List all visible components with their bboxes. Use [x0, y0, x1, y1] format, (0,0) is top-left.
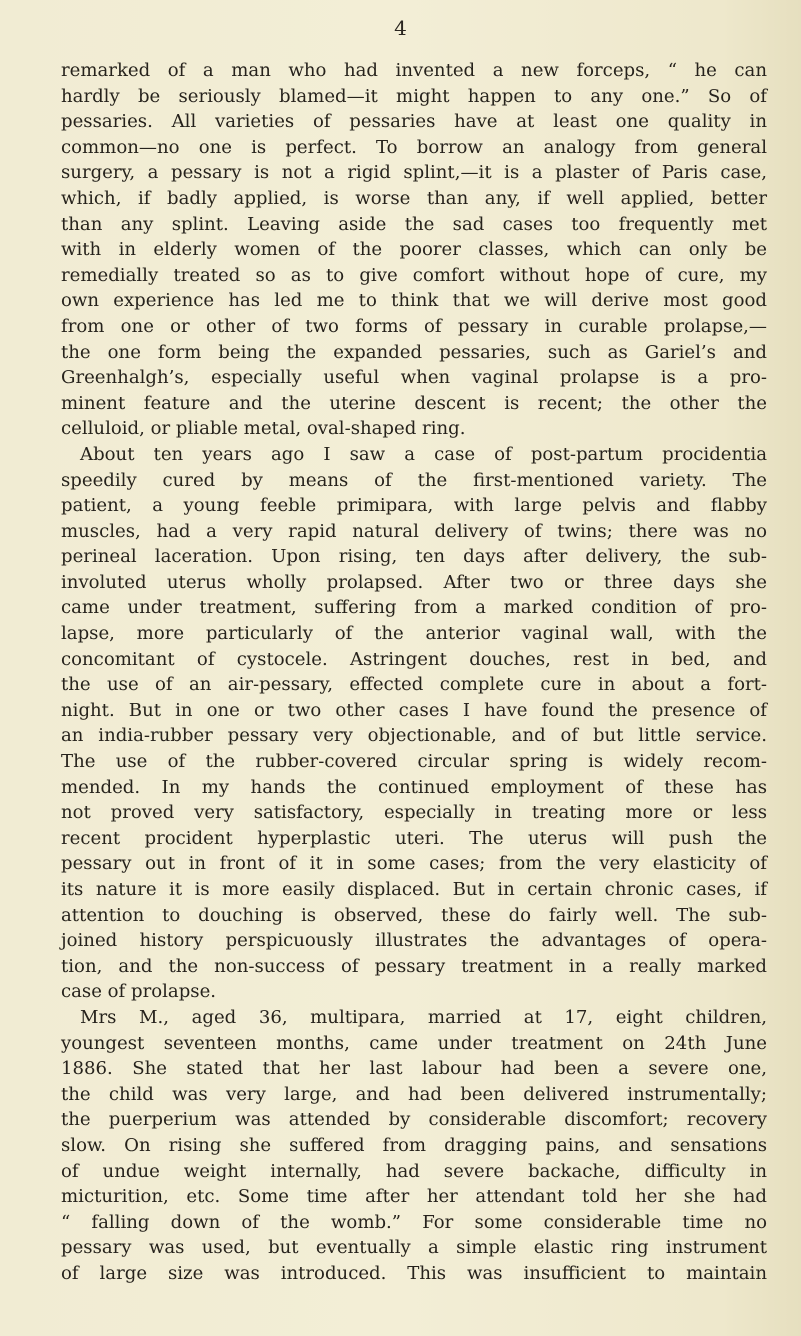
text-line: lapse, more particularly of the anterior vaginal wall, with the	[61, 623, 767, 645]
text-line: the one form being the expanded pessaries, such as Gariel’s and	[61, 341, 767, 363]
text-line: an india-rubber pessary very objectionable, and of but little service.	[61, 725, 767, 747]
text-line: speedily cured by means of the first-mentioned variety. The	[61, 469, 767, 491]
text-line: micturition, etc. Some time after her attendant told her she had	[61, 1186, 767, 1208]
text-line: case of prolapse.	[61, 981, 217, 1003]
text-line: involuted uterus wholly prolapsed. After two or three days she	[61, 571, 767, 593]
text-line: pessary out in front of it in some cases; from the very elasticity of	[61, 853, 767, 875]
text-line: hardly be seriously blamed—it might happen to any one.” So of	[61, 85, 767, 107]
text-line: celluloid, or pliable metal, oval-shaped ring.	[61, 418, 466, 440]
body-text	[61, 58, 767, 1287]
text-line: Mrs M., aged 36, multipara, married at 17, eight children,	[80, 1006, 767, 1028]
text-line: surgery, a pessary is not a rigid splint,—it is a plaster of Paris case,	[61, 162, 767, 184]
text-line: Greenhalgh’s, especially useful when vaginal prolapse is a pro-	[61, 367, 767, 389]
text-line: remarked of a man who had invented a new forceps, “ he can	[61, 60, 767, 81]
text-line: which, if badly applied, is worse than any, if well applied, better	[61, 187, 767, 209]
paragraph	[61, 1005, 767, 1287]
text-line: “ falling down of the womb.” For some considerable time no	[61, 1211, 767, 1233]
text-line: than any splint. Leaving aside the sad cases too frequently met	[61, 213, 767, 235]
paragraph	[61, 58, 767, 442]
text-line: from one or other of two forms of pessary in curable prolapse,—	[61, 315, 767, 337]
text-line: own experience has led me to think that we will derive most good	[61, 290, 767, 312]
text-line: tion, and the non-success of pessary treatment in a really marked	[61, 955, 767, 977]
text-line: About ten years ago I saw a case of post-partum procidentia	[80, 443, 767, 465]
text-line: perineal laceration. Upon rising, ten days after delivery, the sub-	[61, 546, 767, 568]
text-line: the puerperium was attended by considerable discomfort; recovery	[61, 1109, 767, 1131]
text-line: muscles, had a very rapid natural delivery of twins; there was no	[61, 520, 767, 542]
text-line: the child was very large, and had been delivered instrumentally;	[61, 1083, 767, 1105]
paragraph	[61, 442, 767, 1005]
page-number: 4	[394, 16, 407, 40]
text-line: its nature it is more easily displaced. But in certain chronic cases, if	[61, 879, 767, 900]
text-line: recent procident hyperplastic uteri. The uterus will push the	[61, 827, 767, 849]
text-line: The use of the rubber-covered circular spring is widely recom-	[61, 751, 767, 773]
text-line: came under treatment, suffering from a marked condition of pro-	[61, 597, 767, 619]
text-line: 1886. She stated that her last labour had been a severe one,	[61, 1058, 767, 1080]
text-line: mended. In my hands the continued employment of these has	[61, 776, 767, 798]
text-line: attention to douching is observed, these do fairly well. The sub-	[61, 904, 767, 926]
text-line: the use of an air-pessary, effected complete cure in about a fort-	[61, 674, 767, 696]
text-line: pessaries. All varieties of pessaries have at least one quality in	[61, 111, 767, 133]
text-line: with in elderly women of the poorer classes, which can only be	[61, 239, 767, 261]
text-line: pessary was used, but eventually a simple elastic ring instrument	[61, 1237, 767, 1259]
text-line: patient, a young feeble primipara, with large pelvis and flabby	[61, 495, 767, 517]
text-line: slow. On rising she suffered from dragging pains, and sensations	[61, 1134, 767, 1156]
text-line: not proved very satisfactory, especially in treating more or less	[61, 802, 767, 824]
text-line: youngest seventeen months, came under treatment on 24th June	[61, 1032, 767, 1054]
text-line: remedially treated so as to give comfort without hope of cure, my	[61, 264, 767, 286]
text-line: of large size was introduced. This was insufficient to maintain	[61, 1262, 767, 1284]
text-line: common—no one is perfect. To borrow an analogy from general	[61, 136, 767, 158]
text-line: of undue weight internally, had severe backache, difficulty in	[61, 1160, 767, 1182]
text-line: night. But in one or two other cases I have found the presence of	[61, 699, 767, 721]
text-line: concomitant of cystocele. Astringent douches, rest in bed, and	[61, 648, 767, 670]
text-line: minent feature and the uterine descent is recent; the other the	[61, 392, 767, 414]
text-line: joined history perspicuously illustrates the advantages of opera-	[61, 930, 767, 952]
